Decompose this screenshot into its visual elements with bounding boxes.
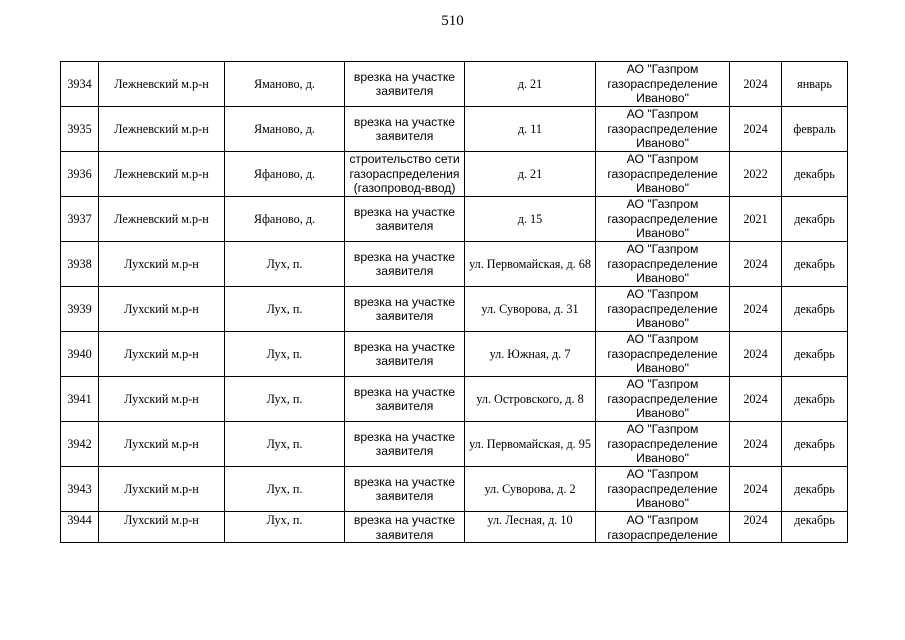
month-cell: декабрь [782,197,848,242]
month-cell: декабрь [782,242,848,287]
table-row [61,287,848,332]
work-type-cell: врезка на участке заявителя [345,197,465,242]
address-cell: д. 21 [465,152,596,197]
month-cell: январь [782,62,848,107]
locality-cell: Лух, п. [225,512,345,543]
organization-cell: АО "Газпром газораспределение Иваново" [596,287,730,332]
locality-cell: Лух, п. [225,242,345,287]
work-type-cell: врезка на участке заявителя [345,332,465,377]
year-cell: 2024 [730,62,782,107]
row-number-cell: 3934 [61,62,99,107]
district-cell: Лухский м.р-н [99,242,225,287]
organization-cell: АО "Газпром газораспределение Иваново" [596,242,730,287]
locality-cell: Лух, п. [225,467,345,512]
row-number-cell: 3941 [61,377,99,422]
organization-cell: АО "Газпром газораспределение Иваново" [596,152,730,197]
year-cell: 2024 [730,242,782,287]
row-number-cell: 3943 [61,467,99,512]
district-cell: Лухский м.р-н [99,377,225,422]
table-row [61,107,848,152]
district-cell: Лухский м.р-н [99,467,225,512]
district-cell: Лухский м.р-н [99,422,225,467]
organization-cell [596,512,730,543]
work-type-cell: врезка на участке заявителя [345,107,465,152]
table-row [61,62,848,107]
month-cell: декабрь [782,422,848,467]
table-row [61,332,848,377]
work-type-cell: врезка на участке заявителя [345,62,465,107]
work-type-cell: врезка на участке заявителя [345,377,465,422]
page-number: 510 [441,13,464,29]
gasification-table [60,61,848,543]
month-cell: декабрь [782,287,848,332]
year-cell: 2024 [730,287,782,332]
month-cell: декабрь [782,377,848,422]
row-number-cell: 3942 [61,422,99,467]
organization-cell: АО "Газпром газораспределение Иваново" [596,467,730,512]
locality-cell: Лух, п. [225,377,345,422]
year-cell: 2024 [730,512,782,543]
organization-cell: АО "Газпром газораспределение Иваново" [596,422,730,467]
row-number-cell: 3938 [61,242,99,287]
locality-cell: Ямановo, д. [225,107,345,152]
year-cell: 2021 [730,197,782,242]
month-cell: декабрь [782,512,848,543]
work-type-cell [345,512,465,543]
organization-cell: АО "Газпром газораспределение Иваново" [596,332,730,377]
year-cell: 2024 [730,377,782,422]
month-cell: декабрь [782,152,848,197]
table-row [61,422,848,467]
locality-cell: Ямановo, д. [225,62,345,107]
table-row [61,197,848,242]
district-cell: Лухский м.р-н [99,512,225,543]
work-type-cell: строительство сети газораспределения (газопровод-ввод) [345,152,465,197]
locality-cell: Яфаново, д. [225,152,345,197]
address-cell [465,512,596,543]
organization-cell: АО "Газпром газораспределение Иваново" [596,197,730,242]
address-cell: ул. Южная, д. 7 [465,332,596,377]
table-row [61,242,848,287]
address-cell: д. 15 [465,197,596,242]
address-cell: ул. Суворова, д. 2 [465,467,596,512]
row-number-cell: 3936 [61,152,99,197]
table-row [61,152,848,197]
work-type-cell: врезка на участке заявителя [345,467,465,512]
address-cell: ул. Первомайская, д. 95 [465,422,596,467]
row-number-cell: 3935 [61,107,99,152]
district-cell: Лежневский м.р-н [99,152,225,197]
year-cell: 2024 [730,332,782,377]
row-number-cell: 3937 [61,197,99,242]
locality-cell: Лух, п. [225,332,345,377]
address-cell: ул. Первомайская, д. 68 [465,242,596,287]
address-cell: ул. Суворова, д. 31 [465,287,596,332]
work-type-cell: врезка на участке заявителя [345,287,465,332]
month-cell: декабрь [782,467,848,512]
locality-cell: Лух, п. [225,287,345,332]
year-cell: 2024 [730,467,782,512]
address-cell: д. 11 [465,107,596,152]
district-cell: Лежневский м.р-н [99,107,225,152]
organization-cell: АО "Газпром газораспределение Иваново" [596,377,730,422]
year-cell: 2024 [730,107,782,152]
row-number-cell: 3940 [61,332,99,377]
district-cell: Лухский м.р-н [99,332,225,377]
address-cell: д. 21 [465,62,596,107]
year-cell: 2024 [730,422,782,467]
work-type-cell-text: врезка на участке заявителя [353,513,456,542]
month-cell: декабрь [782,332,848,377]
table-body [61,62,848,543]
organization-cell: АО "Газпром газораспределение Иваново" [596,107,730,152]
month-cell: февраль [782,107,848,152]
row-number-cell: 3944 [61,512,99,543]
district-cell: Лежневский м.р-н [99,62,225,107]
locality-cell: Лух, п. [225,422,345,467]
address-cell: ул. Островского, д. 8 [465,377,596,422]
locality-cell: Яфаново, д. [225,197,345,242]
table-row [61,377,848,422]
year-cell: 2022 [730,152,782,197]
address-cell-text: ул. Лесная, д. 10 [487,513,573,527]
organization-cell-text: АО "Газпром газораспределение [607,513,718,542]
row-number-cell: 3939 [61,287,99,332]
table-row [61,467,848,512]
table-row [61,512,848,543]
district-cell: Лухский м.р-н [99,287,225,332]
organization-cell: АО "Газпром газораспределение Иваново" [596,62,730,107]
work-type-cell: врезка на участке заявителя [345,242,465,287]
work-type-cell: врезка на участке заявителя [345,422,465,467]
district-cell: Лежневский м.р-н [99,197,225,242]
